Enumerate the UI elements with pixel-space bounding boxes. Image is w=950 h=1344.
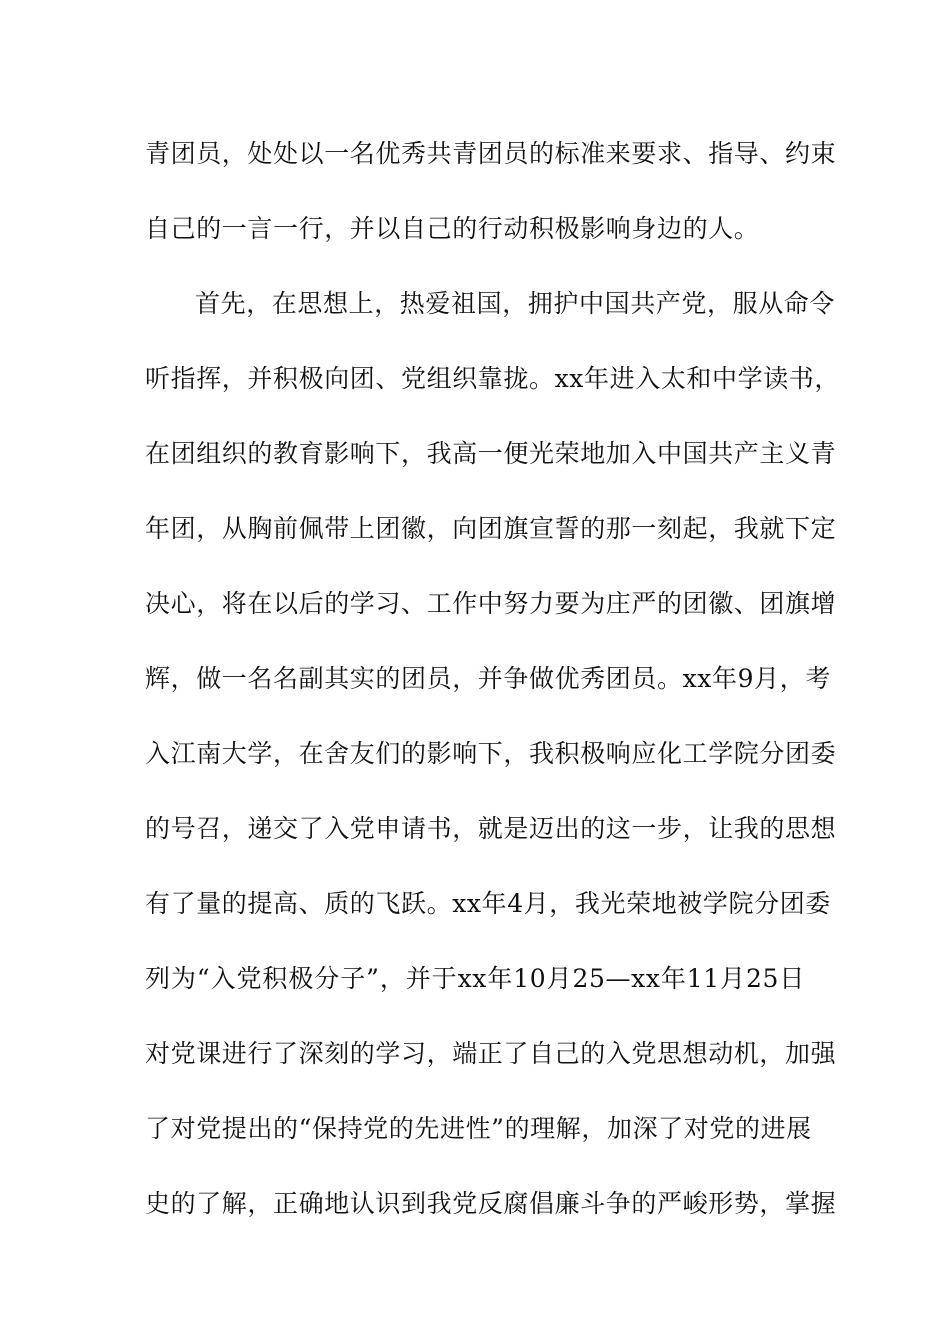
paragraph-line: 对党课进行了深刻的学习，端正了自己的入党思想动机，加强 <box>145 1039 837 1068</box>
paragraph-line: 了对党提出的“保持党的先进性”的理解，加深了对党的进展 <box>145 1114 812 1143</box>
paragraph-first-line: 首先，在思想上，热爱祖国，拥护中国共产党，服从命令 <box>195 289 836 318</box>
paragraph-line: 在团组织的教育影响下，我高一便光荣地加入中国共产主义青 <box>145 439 837 468</box>
paragraph-line: 史的了解，正确地认识到我党反腐倡廉斗争的严峻形势，掌握 <box>145 1189 837 1218</box>
paragraph-line: 决心，将在以后的学习、工作中努力要为庄严的团徽、团旗增 <box>145 589 837 618</box>
paragraph-line: 青团员，处处以一名优秀共青团员的标准来要求、指导、约束 <box>145 139 837 168</box>
paragraph-line: 辉，做一名名副其实的团员，并争做优秀团员。xx年9月，考 <box>145 664 831 693</box>
paragraph-line: 列为“入党积极分子”，并于xx年10月25—xx年11月25日 <box>145 964 805 993</box>
paragraph-line: 有了量的提高、质的飞跃。xx年4月，我光荣地被学院分团委 <box>145 889 831 918</box>
paragraph-line: 入江南大学，在舍友们的影响下，我积极响应化工学院分团委 <box>145 739 837 768</box>
paragraph-line: 的号召，递交了入党申请书，就是迈出的这一步，让我的思想 <box>145 814 837 843</box>
paragraph-line: 年团，从胸前佩带上团徽，向团旗宣誓的那一刻起，我就下定 <box>145 514 837 543</box>
paragraph-line: 自己的一言一行，并以自己的行动积极影响身边的人。 <box>145 214 760 243</box>
paragraph-line: 听指挥，并积极向团、党组织靠拢。xx年进入太和中学读书， <box>145 364 841 393</box>
